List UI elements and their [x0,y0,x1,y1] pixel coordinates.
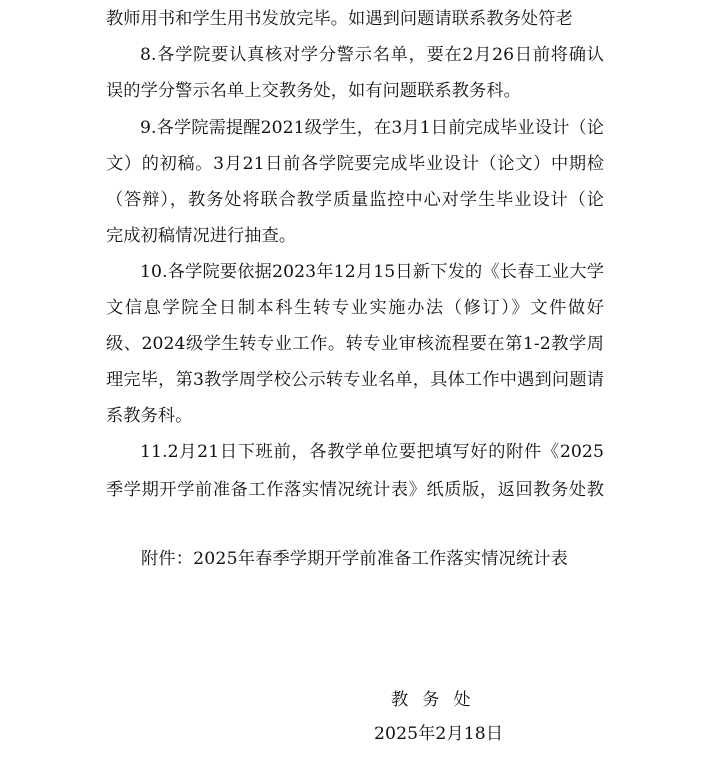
paragraph-10-line-4: 理完毕，第3教学周学校公示转专业名单，具体工作中遇到问题请 [106,370,604,390]
paragraph-9-line-4: 完成初稿情况进行抽查。 [106,226,297,246]
paragraph-11-line-1: 11.2月21日下班前，各教学单位要把填写好的附件《2025 [140,442,604,462]
paragraph-10-line-3: 级、2024级学生转专业工作。转专业审核流程要在第1-2教学周 [106,334,604,354]
paragraph-11-line-2: 季学期开学前准备工作落实情况统计表》纸质版，返回教务处教 [106,480,604,500]
paragraph-8-line-2: 误的学分警示名单上交教务处，如有问题联系教务科。 [106,81,521,101]
paragraph-9-line-3: （答辩），教务处将联合教学质量监控中心对学生毕业设计（论 [106,190,604,210]
paragraph-9-line-2: 文）的初稿。3月21日前各学院要完成毕业设计（论文）中期检 [106,154,604,174]
paragraph-10-line-5: 系教务科。 [106,406,193,426]
issuing-office: 教务处 [391,690,485,710]
paragraph-10-line-2: 文信息学院全日制本科生转专业实施办法（修订）》文件做好 [106,298,604,318]
paragraph-7-line-1: 教师用书和学生用书发放完毕。如遇到问题请联系教务处符老 [106,9,573,29]
paragraph-9-line-1: 9.各学院需提醒2021级学生，在3月1日前完成毕业设计（论 [140,118,604,138]
paragraph-8-line-1: 8.各学院要认真核对学分警示名单，要在2月26日前将确认 [140,45,604,65]
attachment-note: 附件：2025年春季学期开学前准备工作落实情况统计表 [141,549,569,569]
issue-date: 2025年2月18日 [374,724,504,744]
paragraph-10-line-1: 10.各学院要依据2023年12月15日新下发的《长春工业大学 [140,262,604,282]
